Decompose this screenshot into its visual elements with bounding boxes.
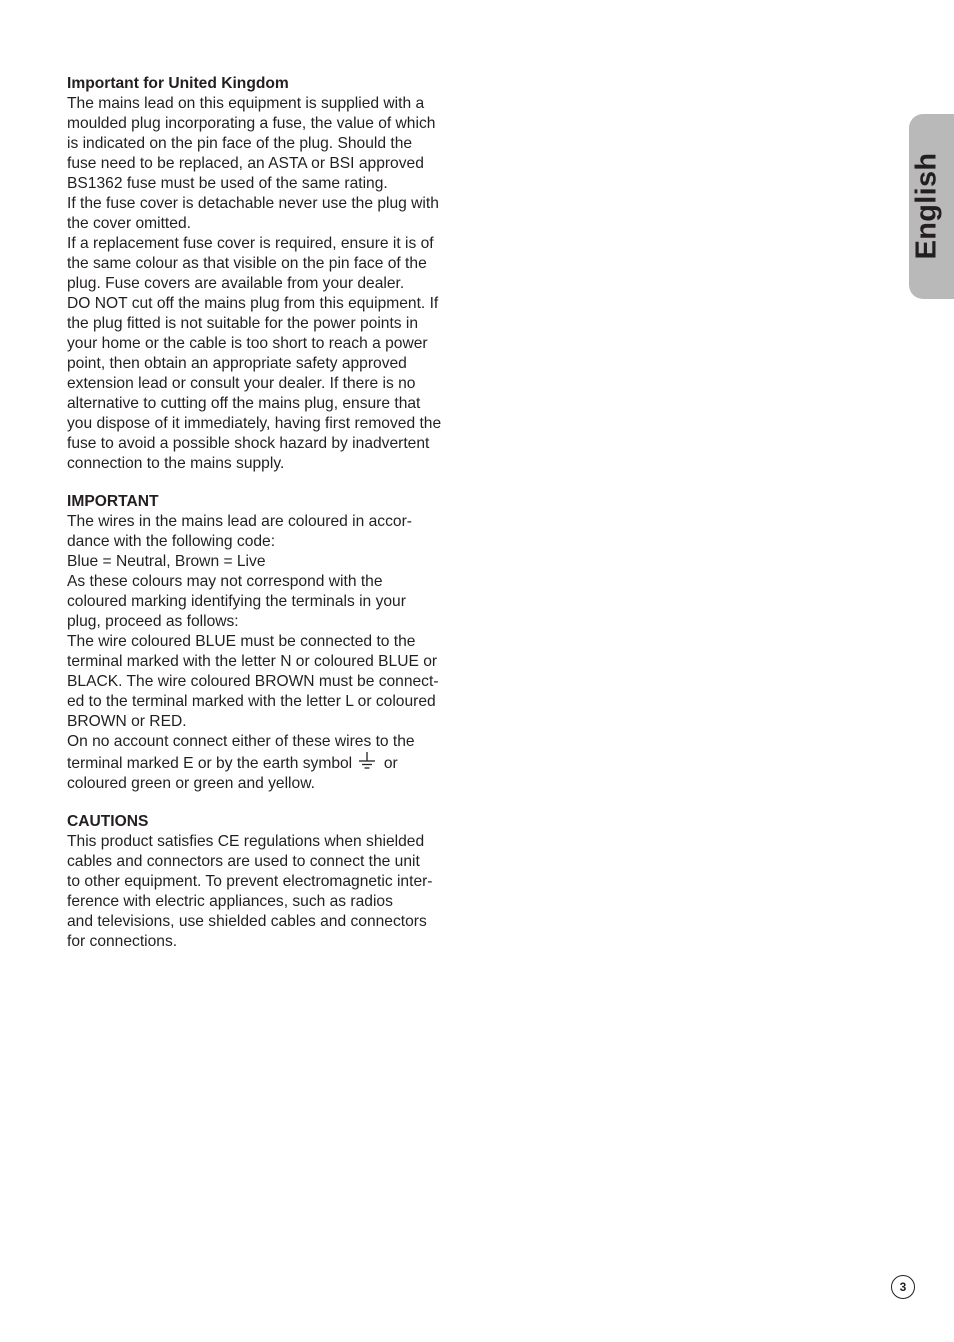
- section-cautions: [67, 812, 467, 952]
- text-line: ference with electric appliances, such as radios: [67, 893, 393, 910]
- text-line: terminal marked with the letter N or coloured BLUE or: [67, 653, 438, 670]
- text-line: If the fuse cover is detachable never use the plug with: [67, 195, 439, 212]
- text-line: BS1362 fuse must be used of the same rating.: [67, 175, 388, 192]
- text-line: The wire coloured BLUE must be connected to the: [67, 633, 416, 650]
- text-line: and televisions, use shielded cables and connectors: [67, 913, 427, 930]
- text-line: coloured marking identifying the terminals in your: [67, 593, 406, 610]
- text-line: On no account connect either of these wires to the: [67, 733, 415, 750]
- text-line: the same colour as that visible on the pin face of the: [67, 255, 427, 272]
- text-line: dance with the following code:: [67, 533, 276, 550]
- section-heading-important: IMPORTANT: [67, 493, 159, 510]
- text-line: the cover omitted.: [67, 215, 191, 232]
- text-line: The mains lead on this equipment is supplied with a: [67, 95, 425, 112]
- text-line: BLACK. The wire coloured BROWN must be connect-: [67, 673, 439, 690]
- text-line: cables and connectors are used to connect the unit: [67, 853, 420, 870]
- page-number-badge: 3: [891, 1275, 915, 1299]
- text-line: fuse need to be replaced, an ASTA or BSI approved: [67, 155, 424, 172]
- text-line: ed to the terminal marked with the letter L or coloured: [67, 693, 436, 710]
- text-line: fuse to avoid a possible shock hazard by inadvertent: [67, 435, 430, 452]
- text-line: connection to the mains supply.: [67, 455, 285, 472]
- text-line: extension lead or consult your dealer. If there is no: [67, 375, 416, 392]
- text-line: to other equipment. To prevent electromagnetic inter-: [67, 873, 433, 890]
- earth-line-or: or: [383, 755, 398, 772]
- text-line: coloured green or green and yellow.: [67, 775, 315, 792]
- text-line: plug. Fuse covers are available from your dealer.: [67, 275, 405, 292]
- section-heading-uk: Important for United Kingdom: [67, 75, 289, 92]
- text-line: DO NOT cut off the mains plug from this equipment. If: [67, 295, 439, 312]
- section-important: [67, 492, 467, 794]
- earth-line-text: terminal marked E or by the earth symbol: [67, 755, 353, 772]
- text-line: moulded plug incorporating a fuse, the value of which: [67, 115, 436, 132]
- text-line: the plug fitted is not suitable for the power points in: [67, 315, 419, 332]
- text-line: is indicated on the pin face of the plug. Should the: [67, 135, 413, 152]
- text-line: alternative to cutting off the mains plug, ensure that: [67, 395, 421, 412]
- text-line: As these colours may not correspond with the: [67, 573, 383, 590]
- text-line: point, then obtain an appropriate safety approved: [67, 355, 407, 372]
- text-line: for connections.: [67, 933, 178, 950]
- text-line: This product satisfies CE regulations when shielded: [67, 833, 425, 850]
- earth-ground-symbol-icon: [358, 752, 376, 770]
- text-line: The wires in the mains lead are coloured in accor-: [67, 513, 412, 530]
- earth-symbol-line: [67, 752, 467, 774]
- text-line: plug, proceed as follows:: [67, 613, 239, 630]
- text-line: BROWN or RED.: [67, 713, 187, 730]
- text-line: your home or the cable is too short to reach a power: [67, 335, 428, 352]
- text-line: you dispose of it immediately, having first removed the: [67, 415, 442, 432]
- text-column: [67, 74, 467, 970]
- text-line: Blue = Neutral, Brown = Live: [67, 553, 266, 570]
- language-tab-label: English: [910, 152, 943, 260]
- section-heading-cautions: CAUTIONS: [67, 813, 149, 830]
- section-uk: [67, 74, 467, 474]
- text-line: If a replacement fuse cover is required, ensure it is of: [67, 235, 434, 252]
